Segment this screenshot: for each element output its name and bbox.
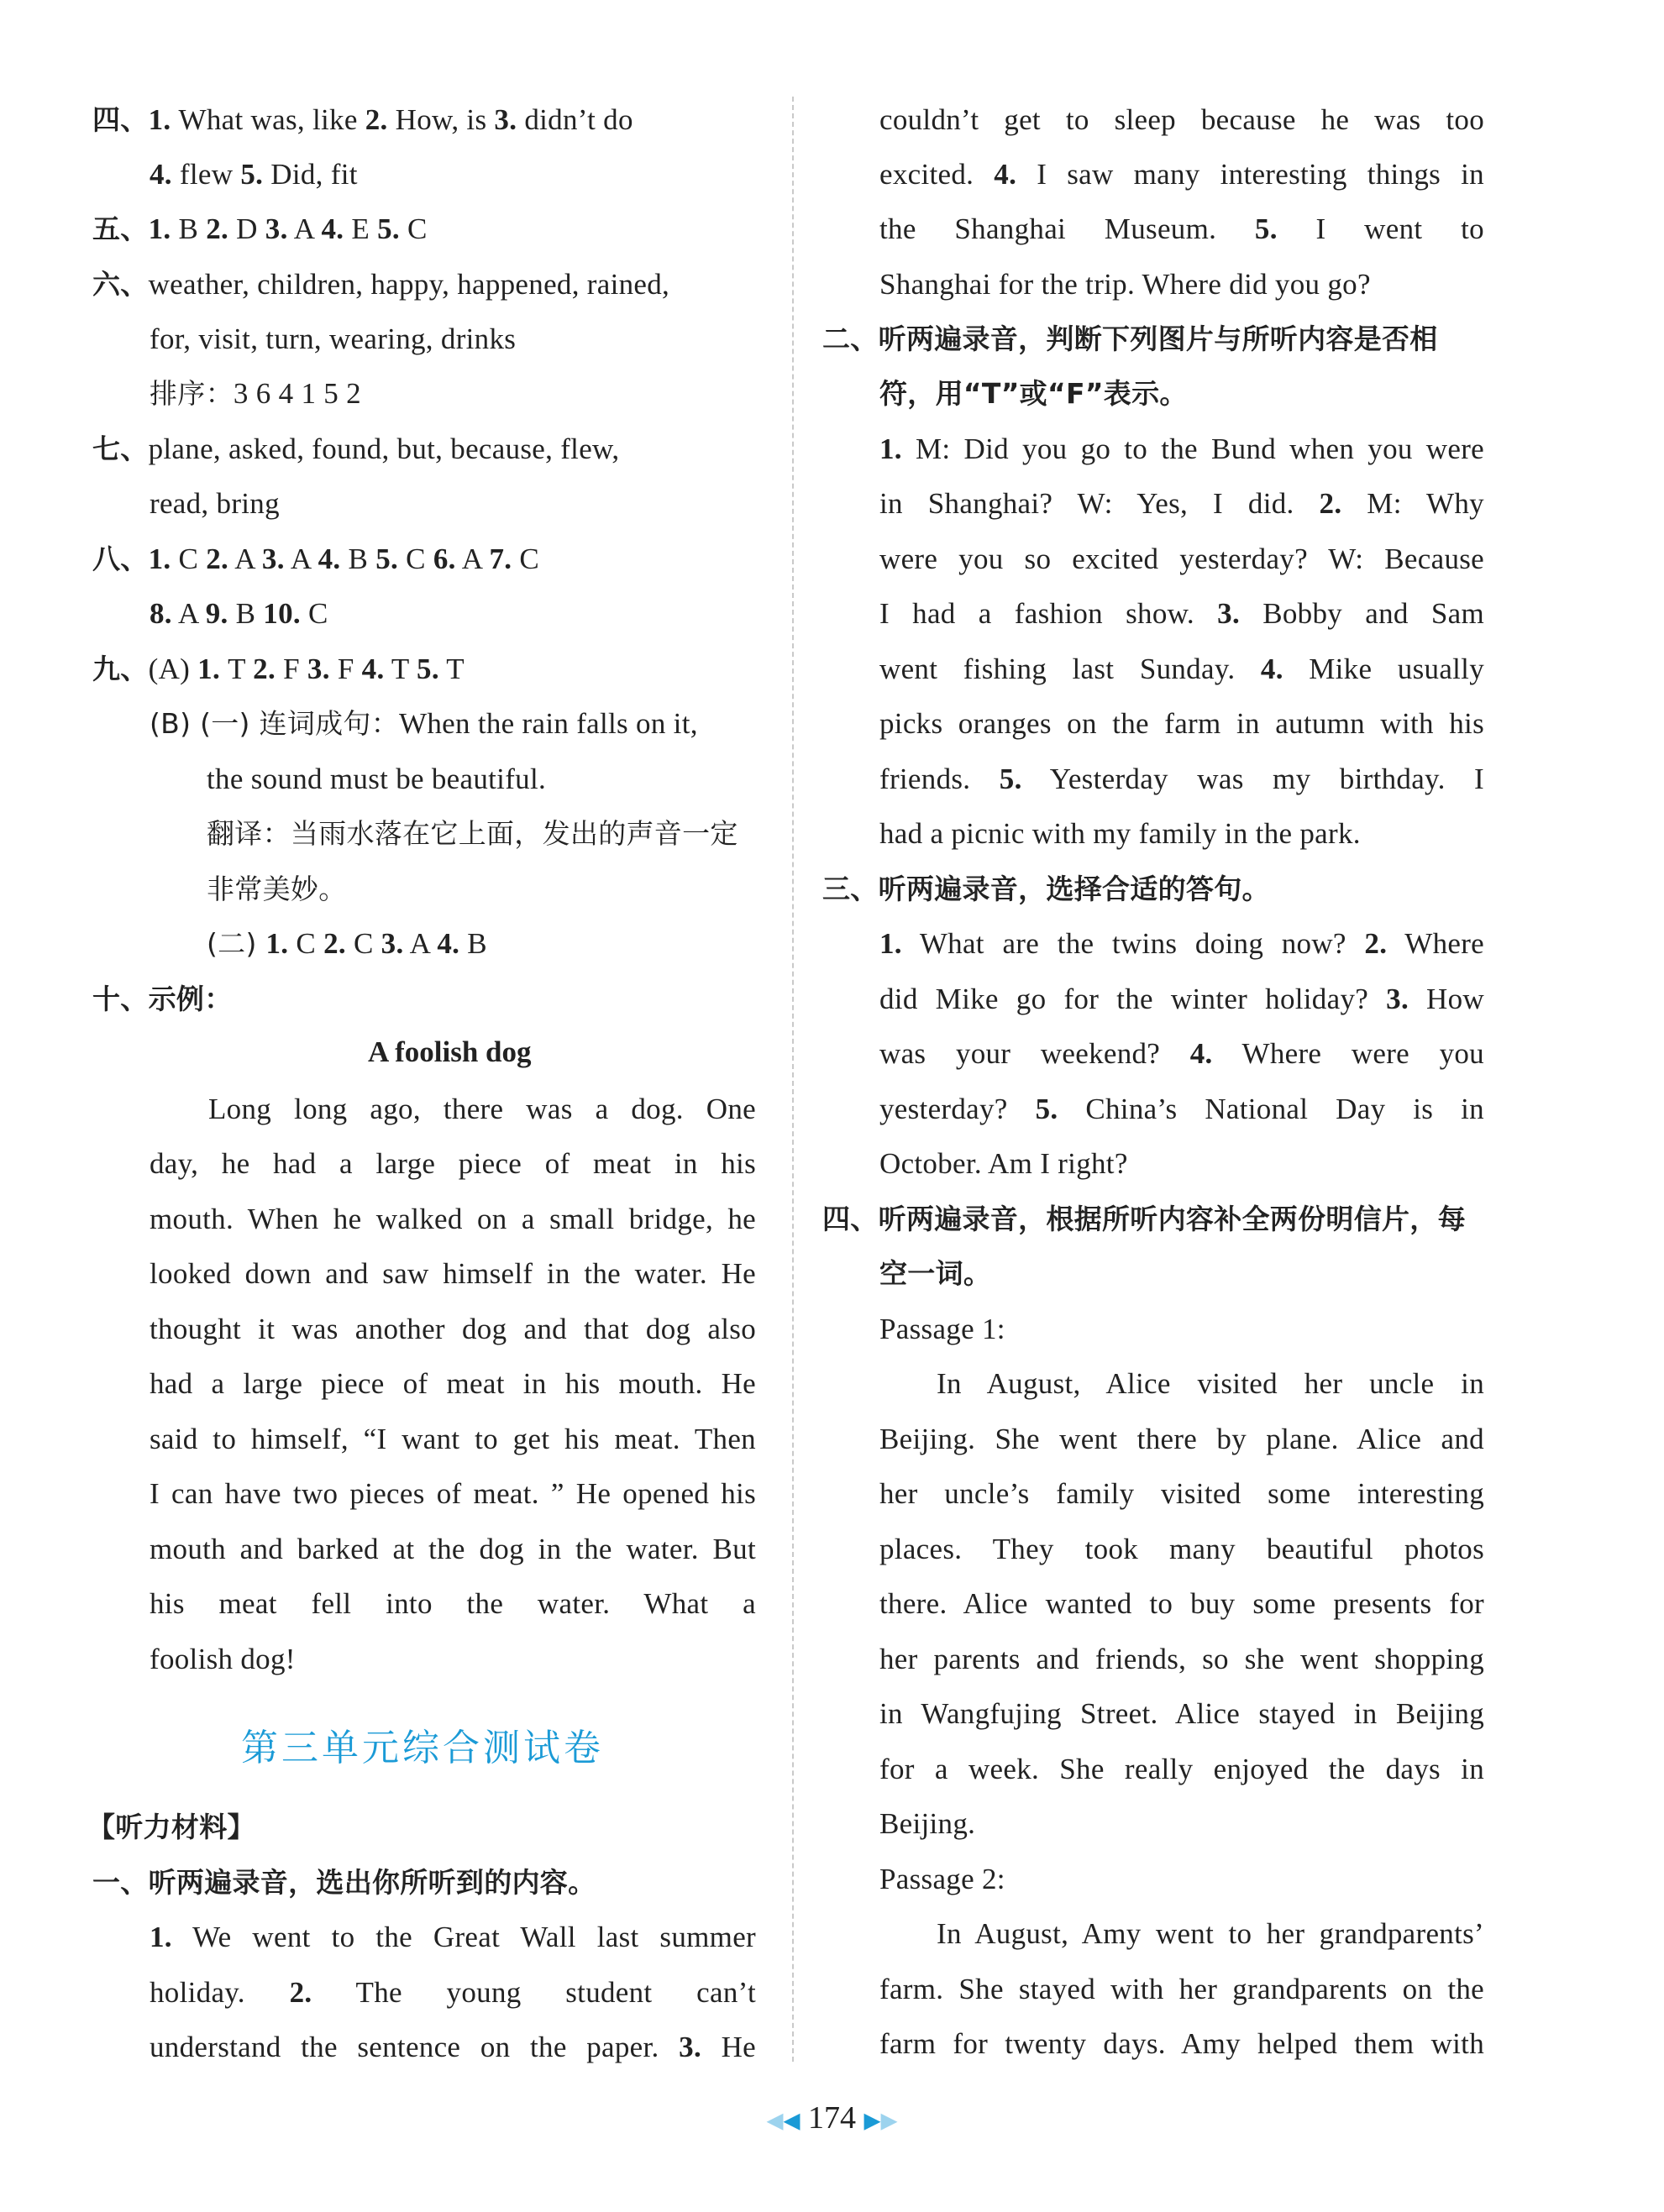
answer-line-6: 六、weather, children, happy, happened, rained,	[92, 268, 670, 301]
section-3-line: was your weekend? 4. Where were you	[879, 1037, 1484, 1070]
section-2-line: were you so excited yesterday? W: Because	[879, 543, 1484, 575]
double-left-arrow-icon: ◀	[766, 2108, 784, 2133]
answer-line-6b: for, visit, turn, wearing, drinks	[150, 322, 517, 355]
passage-1-line: in Wangfujing Street. Alice stayed in Beijing	[879, 1697, 1484, 1730]
essay-line: had a large piece of meat in his mouth. He	[150, 1367, 756, 1400]
essay-line: mouth and barked at the dog in the water. But	[150, 1533, 756, 1565]
answer-line-9: 九、(A) 1. T 2. F 3. F 4. T 5. T	[92, 653, 465, 685]
section-4-header-cont: 空一词。	[879, 1257, 992, 1290]
passage-1-line: her uncle’s family visited some interesting	[879, 1477, 1484, 1510]
essay-line: mouth. When he walked on a small bridge, he	[150, 1203, 756, 1235]
answer-line-9b-2: (二) 1. C 2. C 3. A 4. B	[207, 927, 487, 960]
section-1-line: excited. 4. I saw many interesting things in	[879, 158, 1484, 191]
passage-1-line: places. They took many beautiful photos	[879, 1533, 1484, 1565]
essay-title: A foolish dog	[368, 1035, 532, 1068]
passage-2-label: Passage 2:	[879, 1863, 1005, 1895]
essay-line: Long long ago, there was a dog. One	[208, 1093, 756, 1125]
answer-line-4: 四、1. What was, like 2. How, is 3. didn’t do	[92, 103, 633, 136]
answer-line-8b: 8. A 9. B 10. C	[150, 597, 328, 630]
section-3-header: 三、听两遍录音，选择合适的答句。	[822, 873, 1270, 905]
answer-line-7: 七、plane, asked, found, but, because, flew,	[92, 432, 620, 465]
page-footer	[0, 2099, 1664, 2136]
section-2-line: friends. 5. Yesterday was my birthday. I	[879, 763, 1485, 795]
section-1-line: understand the sentence on the paper. 3. He	[150, 2031, 756, 2063]
section-1-header: 一、听两遍录音，选出你所听到的内容。	[92, 1866, 596, 1899]
answer-line-10: 十、示例：	[92, 983, 233, 1015]
section-3-line: did Mike go for the winter holiday? 3. How	[879, 983, 1484, 1015]
unit-title: 第三单元综合测试卷	[241, 1727, 604, 1769]
section-1-line: holiday. 2. The young student can’t	[150, 1976, 756, 2009]
section-2-line: went fishing last Sunday. 4. Mike usually	[879, 653, 1485, 685]
section-2-line: 1. M: Did you go to the Bund when you were	[879, 432, 1484, 465]
section-1-line: couldn’t get to sleep because he was too	[879, 103, 1484, 136]
passage-2-line: farm. She stayed with her grandparents on the	[879, 1973, 1484, 2005]
passage-1-line: her parents and friends, so she went shopping	[879, 1643, 1484, 1675]
section-2-header: 二、听两遍录音，判断下列图片与所听内容是否相	[822, 322, 1438, 355]
section-3-line: yesterday? 5. China’s National Day is in	[879, 1093, 1484, 1125]
section-3-line: 1. What are the twins doing now? 2. Where	[879, 927, 1484, 960]
essay-line: I can have two pieces of meat. ” He opened his	[150, 1477, 756, 1510]
answer-line-5: 五、1. B 2. D 3. A 4. E 5. C	[92, 212, 428, 245]
column-divider	[792, 97, 794, 2062]
answer-line-4b: 4. flew 5. Did, fit	[150, 158, 358, 191]
essay-line: day, he had a large piece of meat in his	[150, 1147, 756, 1180]
section-2-header-cont: 符，用“T”或“F”表示。	[879, 377, 1188, 410]
passage-2-line: In August, Amy went to her grandparents’	[937, 1917, 1484, 1950]
passage-1-line: In August, Alice visited her uncle in	[937, 1367, 1484, 1400]
passage-1-line: for a week. She really enjoyed the days in	[879, 1753, 1484, 1785]
page-number: 174	[808, 2100, 856, 2136]
passage-1-line: there. Alice wanted to buy some presents for	[879, 1587, 1484, 1620]
section-1-line: 1. We went to the Great Wall last summer	[150, 1921, 756, 1953]
listening-header: 【听力材料】	[87, 1811, 255, 1843]
passage-2-line: farm for twenty days. Amy helped them with	[879, 2027, 1484, 2060]
section-1-line: the Shanghai Museum. 5. I went to	[879, 212, 1484, 245]
essay-line: his meat fell into the water. What a	[150, 1587, 756, 1620]
left-arrow-icon: ◀	[783, 2108, 801, 2133]
section-2-line: in Shanghai? W: Yes, I did. 2. M: Why	[879, 487, 1484, 520]
passage-1-line: Beijing.	[879, 1807, 976, 1840]
passage-1-line: Beijing. She went there by plane. Alice and	[879, 1423, 1484, 1455]
essay-line: looked down and saw himself in the water. He	[150, 1257, 756, 1290]
essay-line: said to himself, “I want to get his meat. Then	[150, 1423, 756, 1455]
section-2-line: had a picnic with my family in the park.	[879, 817, 1361, 850]
answer-line-6-order: 排序：3 6 4 1 5 2	[150, 377, 361, 410]
answer-line-9b-cont: the sound must be beautiful.	[207, 763, 547, 795]
essay-line: thought it was another dog and that dog also	[150, 1313, 756, 1345]
section-3-line: October. Am I right?	[879, 1147, 1128, 1180]
answer-line-7b: read, bring	[150, 487, 280, 520]
answer-line-9b: (B) (一) 连词成句：When the rain falls on it,	[150, 707, 698, 740]
essay-line: foolish dog!	[150, 1643, 296, 1675]
section-4-header: 四、听两遍录音，根据所听内容补全两份明信片，每	[822, 1203, 1466, 1235]
passage-1-label: Passage 1:	[879, 1313, 1005, 1345]
translation-line: 翻译：当雨水落在它上面，发出的声音一定	[207, 817, 738, 850]
translation-line-cont: 非常美妙。	[207, 873, 347, 905]
double-right-arrow-icon: ▶	[880, 2108, 898, 2133]
section-2-line: I had a fashion show. 3. Bobby and Sam	[879, 597, 1484, 630]
section-2-line: picks oranges on the farm in autumn with his	[879, 707, 1484, 740]
right-arrow-icon: ▶	[863, 2108, 881, 2133]
section-1-line: Shanghai for the trip. Where did you go?	[879, 268, 1371, 301]
answer-line-8: 八、1. C 2. A 3. A 4. B 5. C 6. A 7. C	[92, 543, 540, 575]
